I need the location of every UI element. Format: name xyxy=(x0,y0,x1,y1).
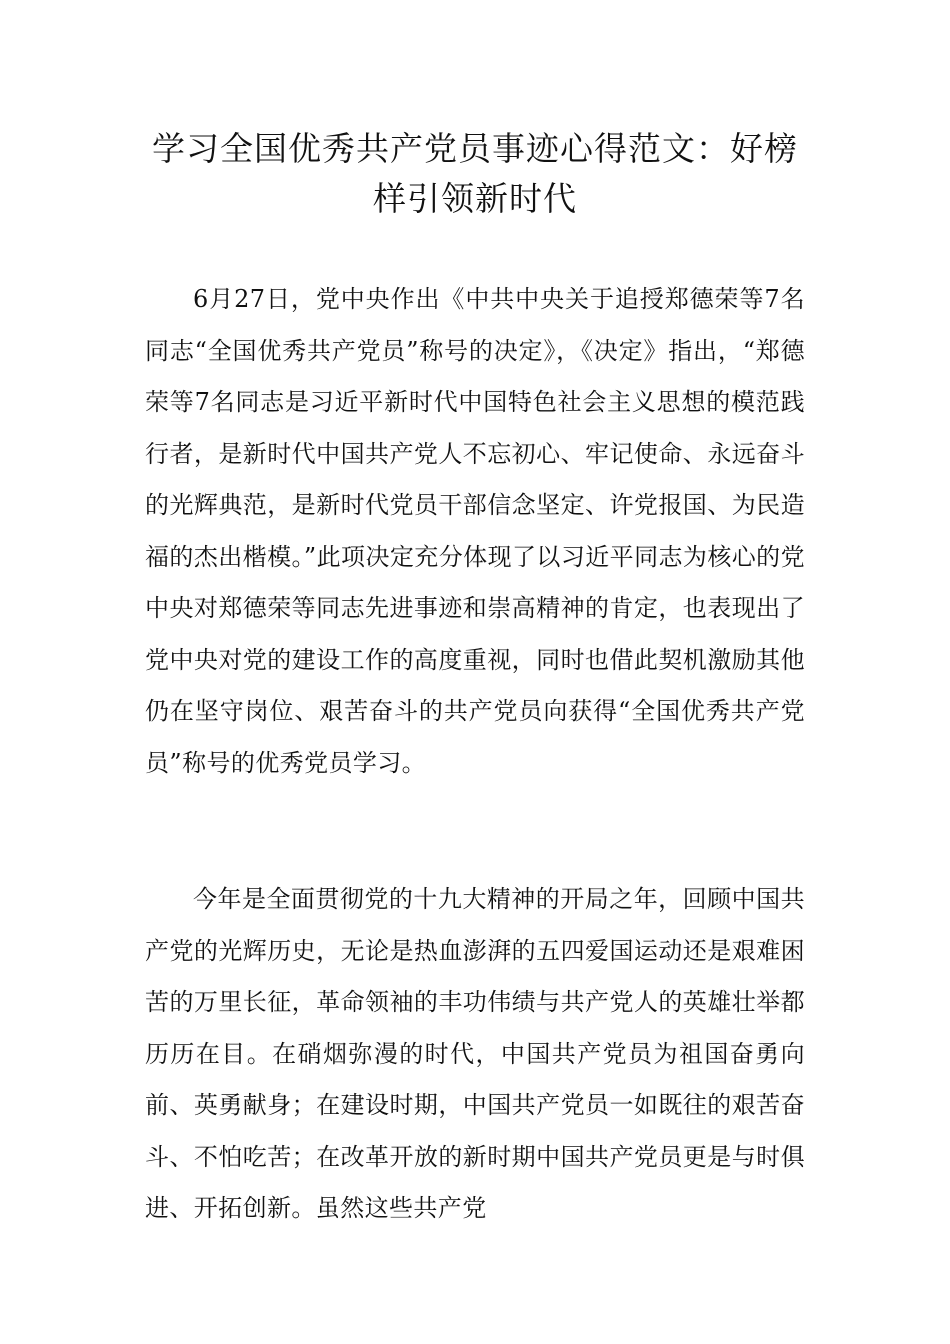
body-paragraph-2: 今年是全面贯彻党的十九大精神的开局之年，回顾中国共产党的光辉历史，无论是热血澎湃的五四爱国运动还是艰难困苦的万里长征，革命领袖的丰功伟绩与共产党人的英雄壮举都历历在目。在硝烟弥漫的时代，中国共产党员为祖国奋勇向前、英勇献身；在建设时期，中国共产党员一如既往的艰苦奋斗、不怕吃苦；在改革开放的新时期中国共产党员更是与时俱进、开拓创新。虽然这些共产党 xyxy=(145,885,805,1222)
document-title: 学习全国优秀共产党员事迹心得范文：好榜样引领新时代 xyxy=(152,129,798,218)
body-paragraph-1: 6月27日，党中央作出《中共中央关于追授郑德荣等7名同志“全国优秀共产党员”称号的决定》，《决定》指出，“郑德荣等7名同志是习近平新时代中国特色社会主义思想的模范践行者，是新时代中国共产党人不忘初心、牢记使命、永远奋斗的光辉典范，是新时代党员干部信念坚定、许党报国、为民造福的杰出楷模。”此项决定充分体现了以习近平同志为核心的党中央对郑德荣等同志先进事迹和崇高精神的肯定，也表现出了党中央对党的建设工作的高度重视，同时也借此契机激励其他仍在坚守岗位、艰苦奋斗的共产党员向获得“全国优秀共产党员”称号的优秀党员学习。 xyxy=(145,285,805,777)
